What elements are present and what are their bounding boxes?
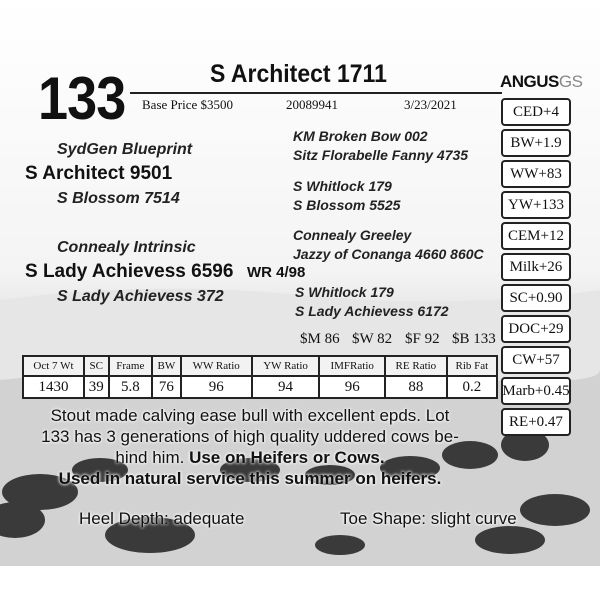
- registration-number: 20089941: [286, 97, 338, 112]
- table-header: Oct 7 Wt: [23, 356, 84, 376]
- table-row: [23, 376, 497, 398]
- lot-number: 133: [38, 65, 126, 132]
- sire-sire-sire: KM Broken Bow 002: [293, 128, 428, 144]
- usage-note: Use on Heifers or Cows.: [189, 448, 385, 467]
- dam-weaning-ratio: WR 4/98: [247, 264, 306, 281]
- sire-sire: SydGen Blueprint: [57, 141, 193, 158]
- index-m: $M 86: [300, 331, 340, 347]
- description-line: hind him. Use on Heifers or Cows.: [115, 448, 385, 467]
- epd-ww: WW+83: [501, 160, 571, 188]
- sire-grandsire-block: [293, 127, 468, 165]
- table-cell: 88: [385, 376, 447, 398]
- lot-description: [0, 405, 500, 489]
- table-cell: 96: [181, 376, 252, 398]
- sire-granddam-block: [293, 177, 400, 215]
- base-price: Base Price $3500: [142, 97, 233, 112]
- table-cell: 76: [152, 376, 181, 398]
- description-line: [0, 468, 500, 489]
- sire-name: S Architect 9501: [25, 163, 173, 184]
- dam-name: S Lady Achievess 6596: [25, 261, 234, 282]
- table-header: WW Ratio: [181, 356, 252, 376]
- epd-bw: BW+1.9: [501, 129, 571, 157]
- service-note: Used in natural service this summer on heifers.: [58, 469, 442, 488]
- index-b: $B 133: [452, 331, 496, 347]
- sire-dam: S Blossom 7514: [57, 190, 180, 207]
- dam-dam-dam: S Lady Achievess 6172: [295, 303, 449, 319]
- table-cell: 39: [84, 376, 109, 398]
- dam-sire-sire: Connealy Greeley: [293, 227, 412, 243]
- epd-cw: CW+57: [501, 346, 571, 374]
- dam-dam-sire: S Whitlock 179: [295, 284, 394, 300]
- table-cell: 5.8: [109, 376, 153, 398]
- table-header: RE Ratio: [385, 356, 447, 376]
- epd-milk: Milk+26: [501, 253, 571, 281]
- description-line: Stout made calving ease bull with excellent epds. Lot: [50, 406, 450, 425]
- epd-re: RE+0.47: [501, 408, 571, 436]
- dam-granddam-block: [295, 283, 449, 321]
- sire-sire-dam: Sitz Florabelle Fanny 4735: [293, 147, 469, 163]
- epd-doc: DOC+29: [501, 315, 571, 343]
- table-cell: 0.2: [447, 376, 497, 398]
- epd-yw: YW+133: [501, 191, 571, 219]
- table-header: YW Ratio: [252, 356, 320, 376]
- table-header: BW: [152, 356, 181, 376]
- animal-name: S Architect 1711: [210, 60, 387, 88]
- angus-gs-logo: ANGUSGS: [500, 72, 583, 91]
- table-header: Rib Fat: [447, 356, 497, 376]
- epd-sc: SC+0.90: [501, 284, 571, 312]
- table-cell: 1430: [23, 376, 84, 398]
- description-line: 133 has 3 generations of high quality uddered cows be-: [41, 427, 459, 446]
- performance-table: [22, 355, 498, 399]
- dam-sire: Connealy Intrinsic: [57, 239, 196, 256]
- index-f: $F 92: [405, 331, 440, 347]
- table-cell: 96: [319, 376, 385, 398]
- table-header: Frame: [109, 356, 153, 376]
- table-header: IMFRatio: [319, 356, 385, 376]
- epd-marb: Marb+0.45: [501, 377, 571, 405]
- toe-shape: Toe Shape: slight curve: [340, 509, 517, 528]
- sire-dam-dam: S Blossom 5525: [293, 197, 401, 213]
- epd-ced: CED+4: [501, 98, 571, 126]
- title-divider: [130, 92, 502, 94]
- table-header: SC: [84, 356, 109, 376]
- table-cell: 94: [252, 376, 320, 398]
- sire-dam-sire: S Whitlock 179: [293, 178, 392, 194]
- heel-depth: Heel Depth: adequate: [79, 509, 245, 528]
- epd-cem: CEM+12: [501, 222, 571, 250]
- dam-dam: S Lady Achievess 372: [57, 288, 224, 305]
- index-w: $W 82: [352, 331, 393, 347]
- dam-grandsire-block: [293, 226, 484, 264]
- birth-date: 3/23/2021: [404, 97, 457, 112]
- dam-sire-dam: Jazzy of Conanga 4660 860C: [293, 246, 484, 262]
- table-header-row: [23, 356, 497, 376]
